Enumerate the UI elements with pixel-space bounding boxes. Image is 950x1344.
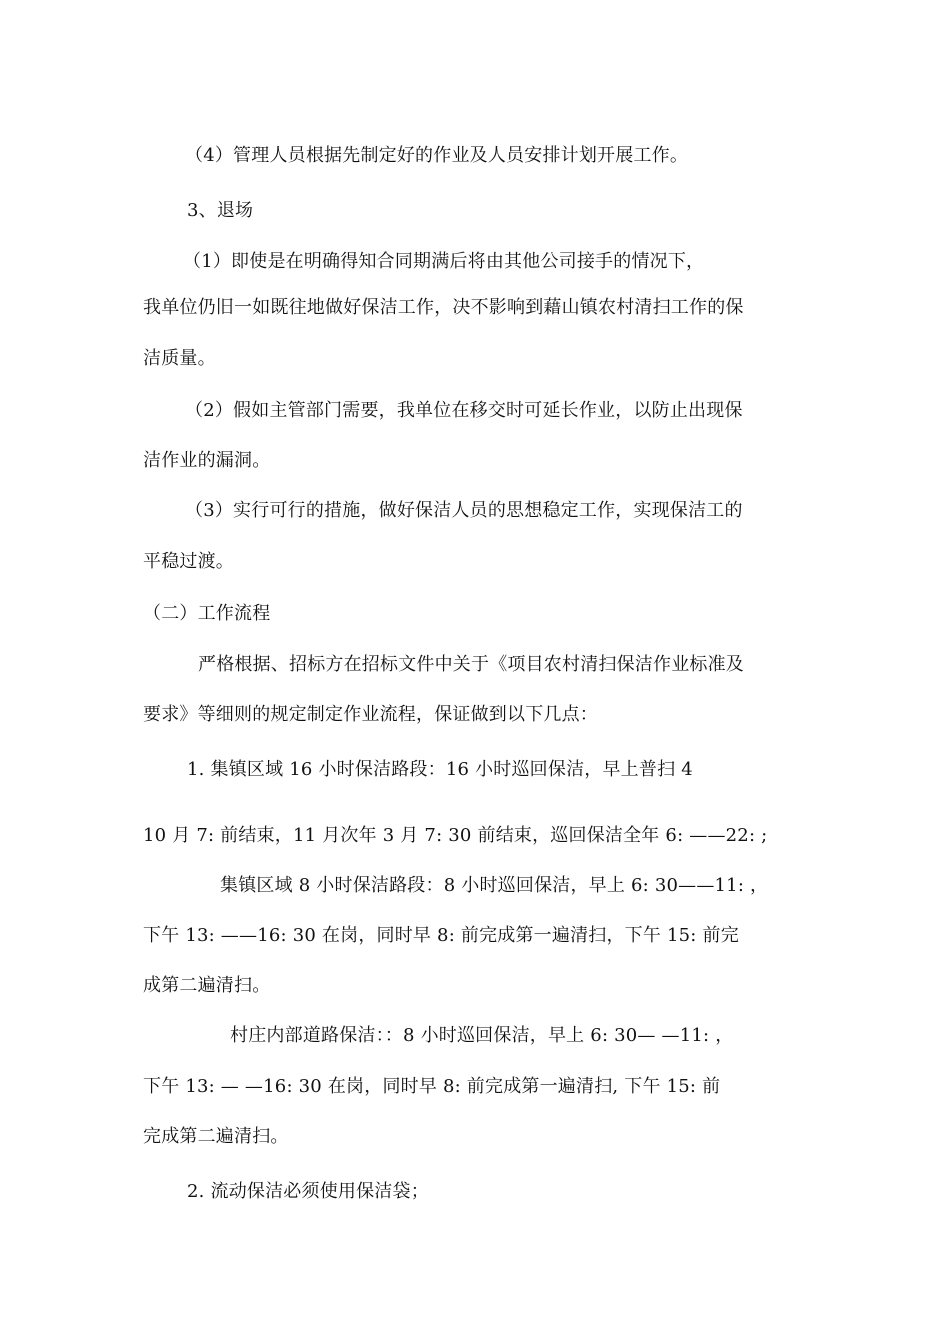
paragraph-line: 成第二遍清扫。 xyxy=(143,975,271,996)
paragraph-line: （2）假如主管部门需要，我单位在移交时可延长作业，以防止出现保 xyxy=(185,400,743,421)
paragraph-line: 平稳过渡。 xyxy=(143,551,234,572)
paragraph-line: 完成第二遍清扫。 xyxy=(143,1126,289,1147)
paragraph-line: 洁作业的漏洞。 xyxy=(143,450,271,471)
paragraph-line: 村庄内部道路保洁：：8 小时巡回保洁，早上 6: 30— —11: ， xyxy=(230,1025,734,1046)
list-item: 1. 集镇区域 16 小时保洁路段：16 小时巡回保洁，早上普扫 4 xyxy=(187,759,693,780)
paragraph-line: 严格根据、招标方在招标文件中关于《项目农村清扫保洁作业标准及 xyxy=(198,654,744,675)
paragraph-line: （3）实行可行的措施，做好保洁人员的思想稳定工作，实现保洁工的 xyxy=(185,500,743,521)
paragraph-line: 集镇区域 8 小时保洁路段：8 小时巡回保洁，早上 6: 30——11: ， xyxy=(220,875,769,896)
paragraph-line: （1）即使是在明确得知合同期满后将由其他公司接手的情况下， xyxy=(183,251,705,272)
paragraph-line: 洁质量。 xyxy=(143,348,216,369)
list-item: 2. 流动保洁必须使用保洁袋； xyxy=(187,1181,429,1202)
section-heading: （二）工作流程 xyxy=(143,603,271,624)
paragraph-line: 下午 13: — —16: 30 在岗，同时早 8: 前完成第一遍清扫, 下午 15: 前 xyxy=(143,1076,721,1097)
paragraph-line: （4）管理人员根据先制定好的作业及人员安排计划开展工作。 xyxy=(185,145,689,166)
section-heading: 3、退场 xyxy=(187,200,254,221)
paragraph-line: 要求》等细则的规定制定作业流程，保证做到以下几点： xyxy=(143,704,598,725)
paragraph-line: 10 月 7: 前结束，11 月次年 3 月 7: 30 前结束，巡回保洁全年 6: ——22: ; xyxy=(143,825,768,846)
paragraph-line: 我单位仍旧一如既往地做好保洁工作，决不影响到藉山镇农村清扫工作的保 xyxy=(143,297,744,318)
paragraph-line: 下午 13: ——16: 30 在岗，同时早 8: 前完成第一遍清扫，下午 15: 前完 xyxy=(143,925,739,946)
